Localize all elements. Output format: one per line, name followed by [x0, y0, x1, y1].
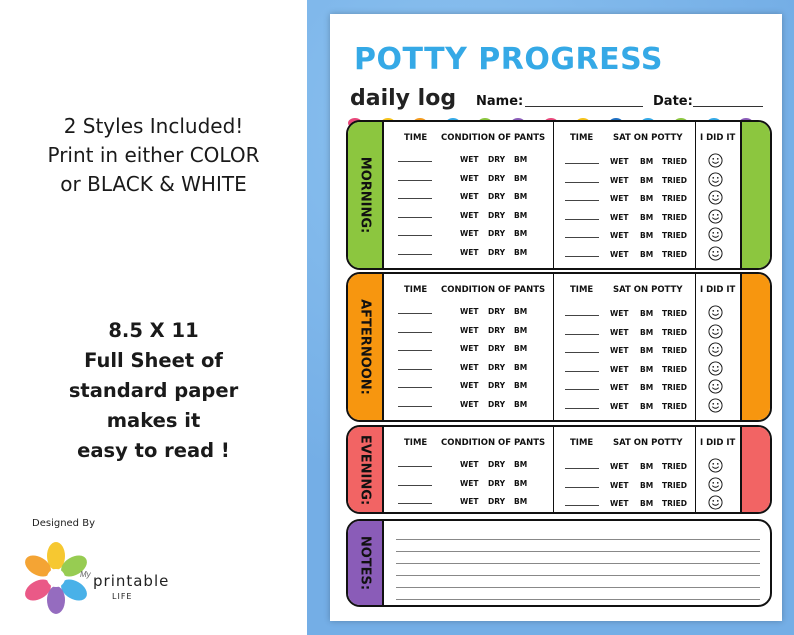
time-blank — [398, 369, 432, 370]
sat-option: TRIED — [662, 327, 688, 337]
condition-option: BM — [514, 399, 528, 409]
sat-option: WET — [610, 327, 629, 337]
condition-option: WET — [460, 325, 479, 335]
condition-header: CONDITION OF PANTS — [441, 133, 546, 143]
sat-option: BM — [640, 499, 654, 508]
sat-option: TRIED — [662, 194, 688, 203]
section-color-bar — [348, 122, 384, 268]
styles-line: Print in either COLOR — [47, 143, 260, 167]
sat-option: WET — [610, 364, 629, 374]
left-panel — [0, 0, 307, 635]
time-blank — [565, 371, 599, 372]
time-blank — [565, 315, 599, 316]
time-blank — [398, 485, 432, 486]
i-did-it-header: I DID IT — [700, 285, 736, 295]
condition-option: DRY — [488, 307, 506, 316]
size-line: standard paper — [68, 379, 239, 402]
sat-option: BM — [640, 249, 654, 259]
sat-option: BM — [640, 175, 654, 185]
sat-option: TRIED — [662, 157, 688, 166]
time-blank — [565, 334, 599, 335]
time-blank — [398, 503, 432, 504]
time-blank — [398, 350, 432, 351]
sat-header: SAT ON POTTY — [613, 438, 683, 448]
sat-option: TRIED — [662, 231, 688, 240]
logo-life-text: LIFE — [112, 592, 133, 601]
sat-option: WET — [610, 157, 629, 166]
time-blank — [398, 198, 432, 199]
condition-option: DRY — [488, 210, 506, 220]
smiley-face-icon[interactable] — [708, 458, 723, 473]
condition-option: BM — [514, 325, 528, 335]
time-blank — [565, 182, 599, 183]
smiley-face-icon[interactable] — [708, 361, 723, 376]
condition-option: DRY — [488, 497, 506, 506]
smiley-face-icon[interactable] — [708, 324, 723, 339]
notes-line — [396, 551, 760, 552]
section-label: AFTERNOON: — [357, 299, 373, 395]
sat-option: BM — [640, 212, 654, 222]
condition-option: DRY — [488, 478, 506, 488]
column-divider — [553, 122, 554, 268]
logo-printable-text: printable — [93, 572, 170, 590]
notes-line — [396, 539, 760, 540]
condition-option: DRY — [488, 247, 506, 257]
notes-line — [396, 563, 760, 564]
smiley-face-icon[interactable] — [708, 477, 723, 492]
notes-color-bar — [348, 521, 384, 605]
time-blank — [398, 217, 432, 218]
condition-option: BM — [514, 155, 528, 164]
time-blank — [398, 161, 432, 162]
section-color-tab — [740, 274, 770, 420]
time-blank — [565, 505, 599, 506]
name-field-line — [525, 106, 643, 107]
condition-option: WET — [460, 344, 479, 353]
sat-option: BM — [640, 401, 654, 411]
sat-option: WET — [610, 462, 629, 471]
condition-option: BM — [514, 381, 528, 390]
condition-option: BM — [514, 229, 528, 238]
time-blank — [565, 487, 599, 488]
column-divider — [553, 274, 554, 420]
size-line: makes it — [106, 409, 201, 432]
sat-option: WET — [610, 309, 629, 318]
time-header: TIME — [570, 133, 594, 143]
sheet-title: POTTY PROGRESS — [354, 42, 663, 77]
sat-option: WET — [610, 212, 629, 222]
sat-option: BM — [640, 462, 654, 471]
size-line: easy to read ! — [77, 439, 230, 462]
condition-option: WET — [460, 210, 479, 220]
condition-option: BM — [514, 210, 528, 220]
condition-option: BM — [514, 173, 528, 183]
date-label: Date: — [653, 94, 693, 109]
sat-option: WET — [610, 346, 629, 355]
smiley-face-icon[interactable] — [708, 495, 723, 510]
styles-info — [0, 112, 307, 199]
sat-option: TRIED — [662, 499, 688, 508]
section-color-tab — [740, 122, 770, 268]
time-blank — [565, 408, 599, 409]
sat-option: WET — [610, 194, 629, 203]
log-section-evening — [346, 425, 772, 514]
sat-option: WET — [610, 175, 629, 185]
time-blank — [565, 237, 599, 238]
i-did-it-header: I DID IT — [700, 133, 736, 143]
condition-option: BM — [514, 362, 528, 372]
sat-option: BM — [640, 346, 654, 355]
condition-option: WET — [460, 192, 479, 201]
condition-option: WET — [460, 307, 479, 316]
smiley-face-icon[interactable] — [708, 305, 723, 320]
sat-option: TRIED — [662, 383, 688, 392]
time-header: TIME — [404, 438, 428, 448]
sat-option: BM — [640, 364, 654, 374]
potty-log-sheet — [330, 14, 782, 621]
time-header: TIME — [404, 285, 428, 295]
sat-option: TRIED — [662, 480, 688, 490]
column-divider — [553, 427, 554, 512]
notes-label: NOTES: — [357, 535, 373, 591]
size-line: Full Sheet of — [84, 349, 223, 372]
time-blank — [398, 180, 432, 181]
smiley-face-icon[interactable] — [708, 342, 723, 357]
condition-option: DRY — [488, 155, 506, 164]
condition-option: WET — [460, 229, 479, 238]
size-line: 8.5 X 11 — [108, 319, 199, 342]
column-divider — [695, 427, 696, 512]
condition-option: DRY — [488, 192, 506, 201]
section-color-bar — [348, 427, 384, 512]
sat-option: TRIED — [662, 309, 688, 318]
time-header: TIME — [570, 285, 594, 295]
condition-option: DRY — [488, 229, 506, 238]
time-blank — [565, 468, 599, 469]
condition-option: WET — [460, 478, 479, 488]
sat-header: SAT ON POTTY — [613, 133, 683, 143]
time-header: TIME — [570, 438, 594, 448]
section-color-bar — [348, 274, 384, 420]
condition-option: DRY — [488, 173, 506, 183]
condition-option: BM — [514, 247, 528, 257]
condition-option: WET — [460, 362, 479, 372]
smiley-face-icon[interactable] — [708, 153, 723, 168]
condition-header: CONDITION OF PANTS — [441, 285, 546, 295]
i-did-it-header: I DID IT — [700, 438, 736, 448]
time-blank — [398, 466, 432, 467]
time-blank — [398, 254, 432, 255]
notes-line — [396, 599, 760, 600]
time-blank — [398, 313, 432, 314]
section-label: EVENING: — [357, 434, 373, 505]
notes-line — [396, 587, 760, 588]
sat-option: BM — [640, 231, 654, 240]
section-color-tab — [740, 427, 770, 512]
condition-option: WET — [460, 247, 479, 257]
condition-option: BM — [514, 307, 528, 316]
section-label: MORNING: — [357, 156, 373, 234]
time-blank — [565, 200, 599, 201]
time-blank — [565, 256, 599, 257]
condition-option: DRY — [488, 381, 506, 390]
condition-option: DRY — [488, 399, 506, 409]
time-blank — [565, 352, 599, 353]
log-section-morning — [346, 120, 772, 270]
log-section-afternoon — [346, 272, 772, 422]
condition-option: DRY — [488, 362, 506, 372]
logo-my-text: My — [80, 570, 91, 579]
designed-by-label: Designed By — [32, 518, 95, 529]
sat-header: SAT ON POTTY — [613, 285, 683, 295]
sat-option: TRIED — [662, 462, 688, 471]
condition-option: DRY — [488, 460, 506, 469]
time-blank — [398, 332, 432, 333]
time-blank — [565, 389, 599, 390]
time-blank — [398, 406, 432, 407]
smiley-face-icon[interactable] — [708, 190, 723, 205]
condition-option: WET — [460, 399, 479, 409]
smiley-face-icon[interactable] — [708, 172, 723, 187]
condition-option: BM — [514, 478, 528, 488]
sat-option: WET — [610, 499, 629, 508]
condition-option: BM — [514, 497, 528, 506]
condition-header: CONDITION OF PANTS — [441, 438, 546, 448]
sat-option: TRIED — [662, 401, 688, 411]
sat-option: TRIED — [662, 346, 688, 355]
sat-option: BM — [640, 157, 654, 166]
notes-line — [396, 575, 760, 576]
column-divider — [695, 122, 696, 268]
sat-option: WET — [610, 231, 629, 240]
time-blank — [565, 163, 599, 164]
sat-option: BM — [640, 383, 654, 392]
sheet-subtitle: daily log — [350, 86, 457, 111]
condition-option: WET — [460, 173, 479, 183]
time-header: TIME — [404, 133, 428, 143]
sat-option: WET — [610, 480, 629, 490]
sat-option: BM — [640, 194, 654, 203]
smiley-face-icon[interactable] — [708, 379, 723, 394]
sat-option: WET — [610, 249, 629, 259]
smiley-face-icon[interactable] — [708, 209, 723, 224]
sat-option: TRIED — [662, 249, 688, 259]
sat-option: BM — [640, 309, 654, 318]
sat-option: TRIED — [662, 212, 688, 222]
smiley-face-icon[interactable] — [708, 398, 723, 413]
sat-option: TRIED — [662, 364, 688, 374]
condition-option: DRY — [488, 344, 506, 353]
sat-option: WET — [610, 401, 629, 411]
size-info — [0, 316, 307, 466]
sat-option: WET — [610, 383, 629, 392]
styles-line: 2 Styles Included! — [63, 114, 244, 138]
time-blank — [398, 235, 432, 236]
smiley-face-icon[interactable] — [708, 246, 723, 261]
condition-option: DRY — [488, 325, 506, 335]
condition-option: WET — [460, 460, 479, 469]
sat-option: BM — [640, 327, 654, 337]
sat-option: TRIED — [662, 175, 688, 185]
date-field-line — [693, 106, 763, 107]
name-label: Name: — [476, 94, 524, 109]
smiley-face-icon[interactable] — [708, 227, 723, 242]
sat-option: BM — [640, 480, 654, 490]
notes-section — [346, 519, 772, 607]
styles-line: or BLACK & WHITE — [60, 172, 247, 196]
column-divider — [695, 274, 696, 420]
condition-option: BM — [514, 344, 528, 353]
condition-option: WET — [460, 381, 479, 390]
condition-option: WET — [460, 155, 479, 164]
condition-option: BM — [514, 460, 528, 469]
time-blank — [398, 387, 432, 388]
time-blank — [565, 219, 599, 220]
condition-option: BM — [514, 192, 528, 201]
condition-option: WET — [460, 497, 479, 506]
